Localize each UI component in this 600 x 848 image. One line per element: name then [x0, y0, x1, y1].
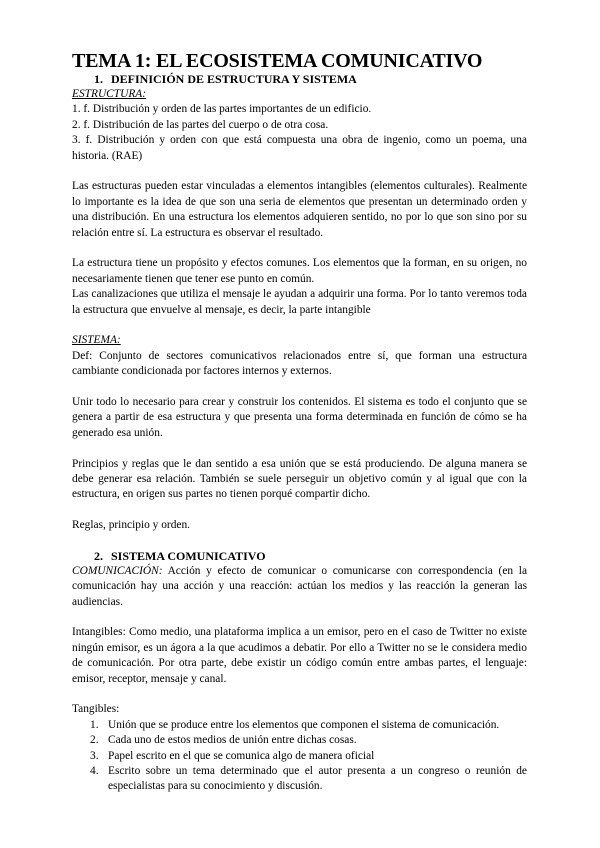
- estructura-label: ESTRUCTURA:: [72, 88, 147, 100]
- section-2-title: SISTEMA COMUNICATIVO: [111, 548, 266, 563]
- section-2-number: 2.: [94, 548, 103, 563]
- list-item: 3. Papel escrito en el que se comunica algo de manera oficial: [90, 749, 375, 762]
- estructura-def-2: 2. f. Distribución de las partes del cuerpo o de otra cosa.: [72, 118, 329, 131]
- intangibles-paragraph: Intangibles: Como medio, una plataforma implica a un emisor, pero en el caso de Twitter no existe ningún emisor, es un ágora a la que acudimos a debatir. Por ello a Twitter no se le considera medio de comunicación. Por otra parte, debe existir un código común entre ambas partes, el lenguaje: emisor, receptor, mensaje y canal.: [72, 626, 527, 685]
- document-title: TEMA 1: EL ECOSISTEMA COMUNICATIVO: [72, 50, 483, 72]
- section-2-heading: [72, 549, 527, 564]
- list-item: 1. Unión que se produce entre los elementos que componen el sistema de comunicación.: [90, 718, 500, 731]
- tangibles-list: [72, 718, 527, 795]
- section-1-number: 1.: [94, 72, 103, 86]
- estructura-paragraph-2: La estructura tiene un propósito y efectos comunes. Los elementos que la forman, en su origen, no necesariamente tienen que tener ese punto en común.: [72, 257, 527, 285]
- estructura-def-3: 3. f. Distribución y orden con que está compuesta una obra de ingenio, como un poema, una historia. (RAE): [72, 134, 527, 162]
- section-1-heading: [72, 72, 527, 87]
- list-item: 2. Cada uno de estos medios de unión entre dichas cosas.: [90, 734, 357, 747]
- sistema-paragraph-1: Unir todo lo necesario para crear y construir los contenidos. El sistema es todo el conjunto que se genera a partir de esa estructura y que presenta una forma determinada en función de cómo se ha generado esa unión.: [72, 396, 527, 439]
- comunicacion-text: Acción y efecto de comunicar o comunicarse con correspondencia (en la comunicación hay una acción y una reacción: actúan los medios y las reacción la generan las audiencias.: [72, 564, 527, 608]
- sistema-definition: Def: Conjunto de sectores comunicativos relacionados entre sí, que forman una estructura cambiante condicionada por factores internos y externos.: [72, 349, 527, 378]
- estructura-paragraph-1: Las estructuras pueden estar vinculadas a elementos intangibles (elementos culturales). Realmente lo importante es la idea de que son una seria de elementos que presentan un determinado orden y una distribución. En una estructura los elementos adquieren sentido, no por lo que son sino por su relación entre sí. La estructura es observar el resultado.: [72, 180, 527, 239]
- sistema-paragraph-3: Reglas, principio y orden.: [72, 519, 190, 532]
- document-page: [72, 50, 527, 795]
- sistema-paragraph-2: Principios y reglas que le dan sentido a esa unión que se está produciendo. De alguna manera se debe generar esa relación. También se suele perseguir un objetivo común y al igual que con la estructura, en origen sus partes no tienen porqué compartir dicho.: [72, 457, 527, 501]
- comunicacion-label: COMUNICACIÓN:: [72, 564, 163, 577]
- sistema-label: SISTEMA:: [72, 334, 121, 347]
- section-1-title: DEFINICIÓN DE ESTRUCTURA Y SISTEMA: [111, 72, 357, 86]
- estructura-paragraph-3: Las canalizaciones que utiliza el mensaje le ayudan a adquirir una forma. Por lo tanto veremos toda la estructura que envuelve al mensaje, es decir, la parte intangible: [72, 288, 527, 316]
- estructura-def-1: 1. f. Distribución y orden de las partes importantes de un edificio.: [72, 103, 372, 116]
- list-item: 4. Escrito sobre un tema determinado que el autor presenta a un congreso o reunión de especialistas para su conocimiento y discusión.: [90, 764, 527, 793]
- comunicacion-paragraph: [72, 564, 527, 610]
- tangibles-label: Tangibles:: [72, 703, 120, 716]
